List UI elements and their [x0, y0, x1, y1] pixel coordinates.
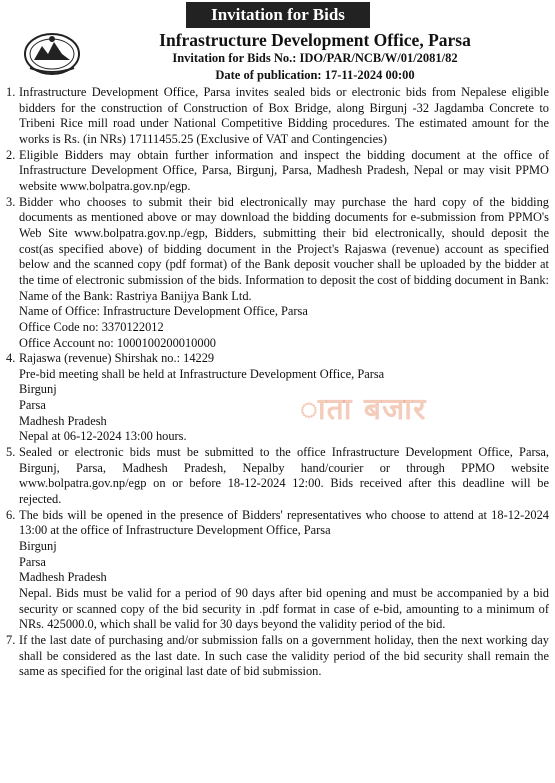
- item-line: Parsa: [19, 554, 46, 569]
- item-text: If the last date of purchasing and/or submission falls on a government holiday, then the next working day shall be considered as the last date. In such case the validity period of the bid security shall remain the same as specified for the original last date of bid submission.: [19, 632, 549, 679]
- item-line: Madhesh Pradesh: [19, 413, 107, 428]
- item-line: Madhesh Pradesh: [19, 570, 107, 585]
- notice-body: [6, 85, 549, 680]
- office-account: Office Account no: 1000100200010000: [19, 335, 216, 350]
- list-item: 5. Sealed or electronic bids must be submitted to the office Infrastructure Development Office, Parsa, Birgunj, Parsa, Madhesh Pradesh, Nepalby hand/courier or through PPMO website www.bolpatra.gov.np/egp on or before 18-12-2024 12:00. Bids received after this deadline will be rejected.: [6, 445, 549, 507]
- office-title: Infrastructure Development Office, Parsa: [159, 30, 471, 50]
- list-item: 4. Rajaswa (revenue) Shirshak no.: 14229 Pre-bid meeting shall be held at Infrastructure Development Office, Parsa Birgunj Parsa Madhesh Pradesh Nepal at 06-12-2024 13:00 hours.: [6, 351, 549, 445]
- list-item: 2. Eligible Bidders may obtain further information and inspect the bidding document at the office of Infrastructure Development Office, Parsa, Birgunj, Parsa, Madhesh Pradesh, Nepal or may visit PPMO website www.bolpatra.gov.np/egp.: [6, 147, 549, 193]
- publication-date: Date of publication: 17-11-2024 00:00: [215, 68, 415, 82]
- item-line: Nepal at 06-12-2024 13:00 hours.: [19, 429, 187, 444]
- list-item: 7. If the last date of purchasing and/or submission falls on a government holiday, then the next working day shall be considered as the last date. In such case the validity period of the bid security shall remain the same as specified for the original last date of bid submission.: [6, 632, 549, 679]
- notice-header: [80, 30, 550, 84]
- item-line: Birgunj: [19, 382, 57, 397]
- item-text-tail: Nepal. Bids must be valid for a period of 90 days after bid opening and must be accompanied by a bid security or scanned copy of the bid security in .pdf format in case of e-bid, amounting to a minimum of NRs. 425000.0, which shall be valid for 30 days beyond the validity period of the bid.: [19, 586, 549, 632]
- item-line: Pre-bid meeting shall be held at Infrastructure Development Office, Parsa: [19, 366, 385, 381]
- item-text: Rajaswa (revenue) Shirshak no.: 14229: [19, 351, 215, 366]
- watermark: ाता बजार: [300, 392, 427, 427]
- notice-banner: Invitation for Bids: [186, 2, 370, 28]
- item-text: Bidder who chooses to submit their bid electronically may purchase the hard copy of the bidding documents as mentioned above or may download the bidding documents for e-submission from PPMO's Web Site www.bolpatra.gov.np./egp, Bidders, submitting their bid electronically, should deposit the cost(as specified above) of bidding document in the Project's Rajaswa (revenue) account as specified below and the scanned copy (pdf format) of the Bank deposit voucher shall be uploaded by the bidder at the time of electronic submission of the bids. Information to deposit the cost of bidding document in Bank:: [19, 194, 549, 287]
- item-text: Eligible Bidders may obtain further information and inspect the bidding document at the office of Infrastructure Development Office, Parsa, Birgunj, Parsa, Madhesh Pradesh, Nepal or may visit PPMO website www.bolpatra.gov.np/egp.: [19, 147, 549, 193]
- office-code: Office Code no: 3370122012: [19, 319, 164, 334]
- nepal-government-emblem-icon: [22, 30, 82, 76]
- office-name: Name of Office: Infrastructure Development Office, Parsa: [19, 304, 308, 319]
- bid-number: Invitation for Bids No.: IDO/PAR/NCB/W/01/2081/82: [172, 51, 458, 65]
- item-line: Birgunj: [19, 539, 57, 554]
- list-item: 3. Bidder who chooses to submit their bid electronically may purchase the hard copy of the bidding documents as mentioned above or may download the bidding documents for e-submission from PPMO's Web Site www.bolpatra.gov.np./egp, Bidders, submitting their bid electronically, should deposit the cost(as specified above) of bidding document in the Project's Rajaswa (revenue) account as specified below and the scanned copy (pdf format) of the Bank deposit voucher shall be uploaded by the bidder at the time of electronic submission of the bids. Information to deposit the cost of bidding document in Bank: Name of the Bank: Rastriya Banijya Bank Ltd. Name of Office: Infrastructure Development Office, Parsa Office Code no: 3370122012 Office Account no: 1000100200010000: [6, 194, 549, 350]
- item-line: Parsa: [19, 398, 46, 413]
- list-item: 1. Infrastructure Development Office, Parsa invites sealed bids or electronic bids from Nepalese eligible bidders for the construction of Construction of Box Bridge, along Birgunj -32 Jagdamba Concrete to Tribeni Rice mill road under National Competitive Bidding procedures. The estimated amount for the works is Rs. (in NRs) 17111455.25 (Exclusive of VAT and Contingencies): [6, 85, 549, 146]
- bank-name: Name of the Bank: Rastriya Banijya Bank Ltd.: [19, 288, 252, 303]
- item-text: Sealed or electronic bids must be submitted to the office Infrastructure Development Office, Parsa, Birgunj, Parsa, Madhesh Pradesh, Nepalby hand/courier or through PPMO website www.bolpatra.gov.np/egp on or before 18-12-2024 12:00. Bids received after this deadline will be rejected.: [19, 445, 549, 507]
- item-text: The bids will be opened in the presence of Bidders' representatives who choose to attend at 18-12-2024 13:00 at the office of Infrastructure Development Office, Parsa: [19, 507, 549, 538]
- list-item: 6. The bids will be opened in the presence of Bidders' representatives who choose to attend at 18-12-2024 13:00 at the office of Infrastructure Development Office, Parsa Birgunj Parsa Madhesh Pradesh Nepal. Bids must be valid for a period of 90 days after bid opening and must be accompanied by a bid security or scanned copy of the bid security in .pdf format in case of e-bid, amounting to a minimum of NRs. 425000.0, which shall be valid for 30 days beyond the validity period of the bid.: [6, 507, 549, 632]
- item-text: Infrastructure Development Office, Parsa invites sealed bids or electronic bids from Nepalese eligible bidders for the construction of Construction of Box Bridge, along Birgunj -32 Jagdamba Concrete to Tribeni Rice mill road under National Competitive Bidding procedures. The estimated amount for the works is Rs. (in NRs) 17111455.25 (Exclusive of VAT and Contingencies): [19, 85, 549, 146]
